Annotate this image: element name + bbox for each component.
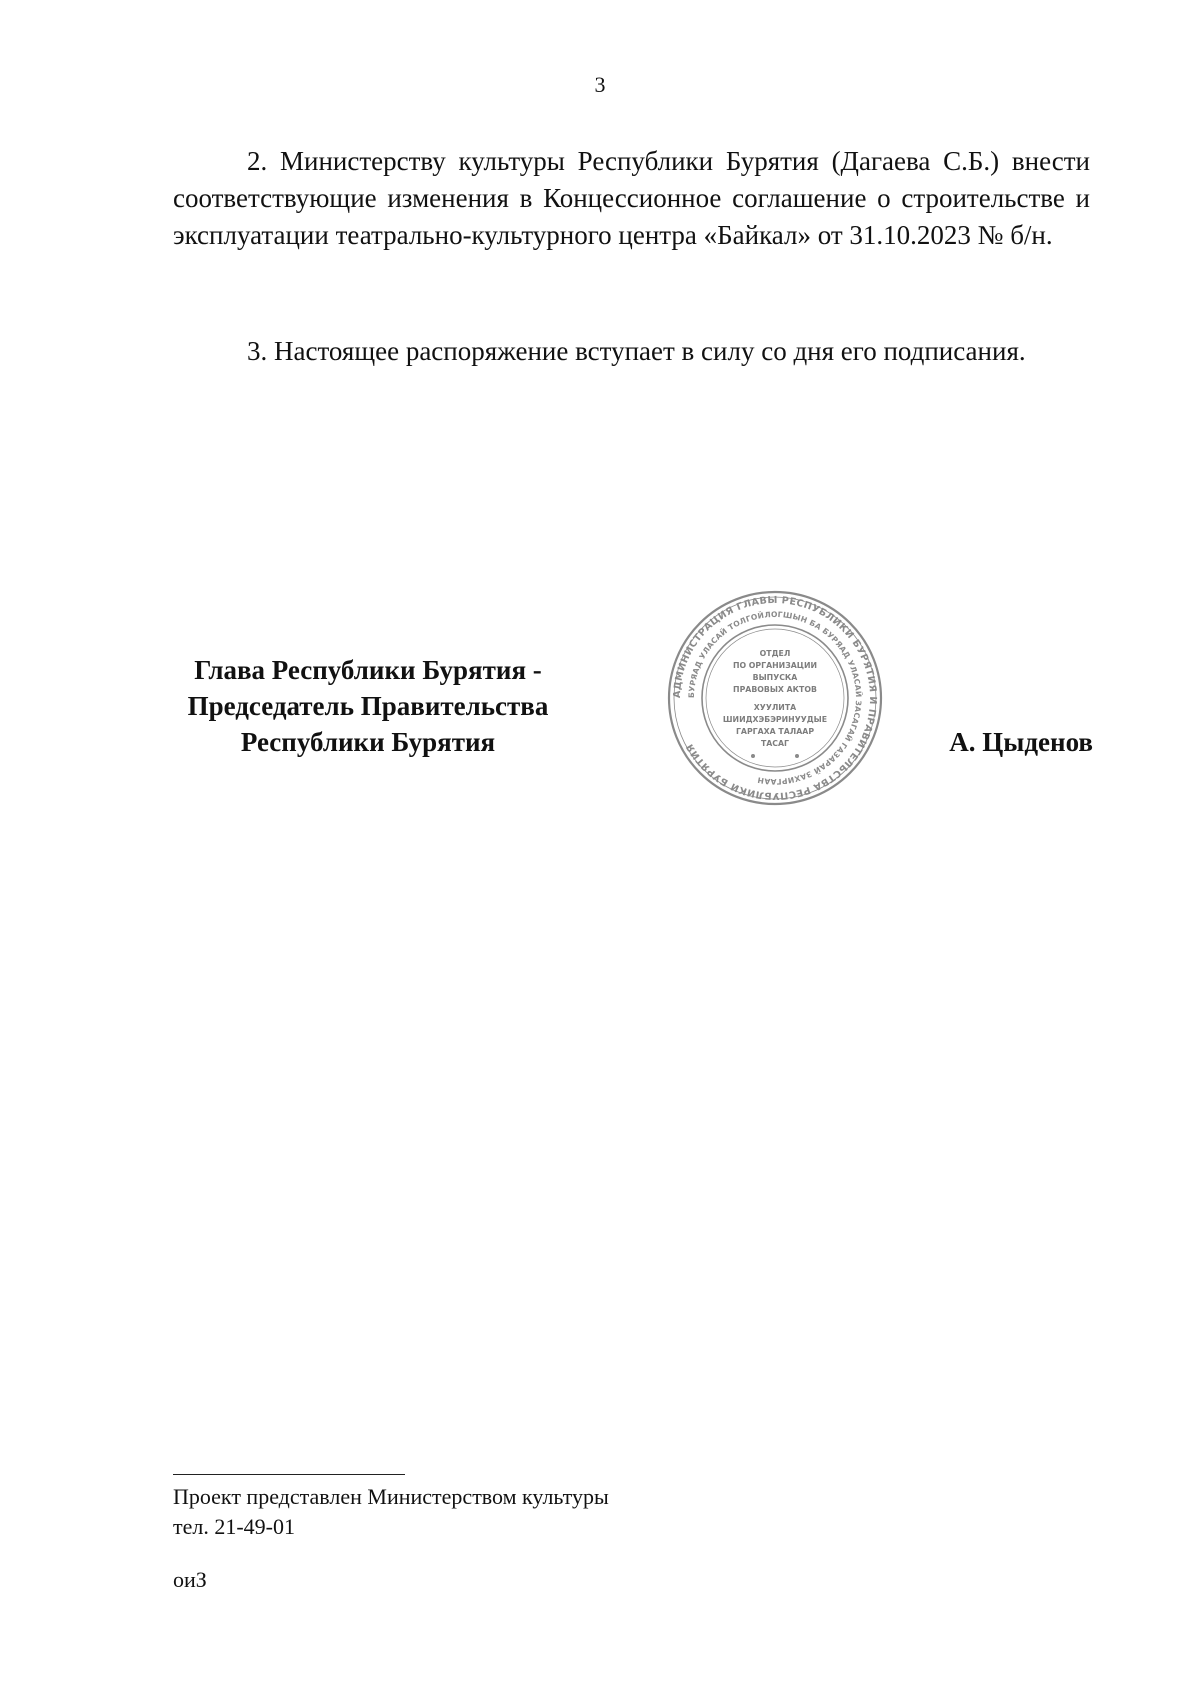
seal-inner-ring: [702, 625, 848, 771]
seal-star-dot-right: [795, 754, 799, 758]
seal-center-line-1: ОТДЕЛ: [759, 649, 791, 658]
seal-center-line-3: ВЫПУСКА: [752, 673, 798, 682]
signer-name: А. Цыденов: [949, 727, 1093, 757]
seal-center-line-2: ПО ОРГАНИЗАЦИИ: [732, 661, 818, 670]
footnote-divider: [173, 1474, 405, 1475]
seal-center-line-4: ПРАВОВЫХ АКТОВ: [733, 685, 817, 694]
footnote-line-1: Проект представлен Министерством культуры: [173, 1484, 609, 1509]
seal-center-line-6: ШИИДХЭБЭРИНУУДЫЕ: [722, 715, 828, 724]
seal-center-line-7: ГАРГАХА ТАЛААР: [735, 727, 815, 736]
seal-center-line-8: ТАСАГ: [760, 739, 790, 748]
signer-title: [173, 652, 563, 760]
document-code: оиЗ: [173, 1567, 207, 1592]
seal-outer-ring: [669, 592, 881, 804]
seal-inner-ring-text: БУРЯАД УЛАСАЙ ТОЛГОЙЛОГШЫН БА БУРЯАД УЛАСАЙ ЗАСАГАЙ ГАЗАРАЙ ЗАХИРГААН: [686, 609, 864, 787]
footnote: [173, 1482, 609, 1542]
paragraph-2: 2. Министерству культуры Республики Бурятия (Дагаева С.Б.) внести соответствующие изменения в Концессионное соглашение о строительстве и эксплуатации театрально-культурного центра «Байкал» от 31.10.2023 № б/н.: [173, 146, 1090, 250]
seal-outer-ring-text: АДМИНИСТРАЦИЯ ГЛАВЫ РЕСПУБЛИКИ БУРЯТИЯ И ПРАВИТЕЛЬСТВА РЕСПУБЛИКИ БУРЯТИЯ: [671, 594, 879, 802]
paragraph-3: 3. Настоящее распоряжение вступает в силу со дня его подписания.: [247, 336, 1026, 366]
signer-title-line-2: Председатель Правительства: [187, 691, 549, 721]
seal-center-line-5: ХУУЛИТА: [753, 703, 797, 712]
page-number: 3: [594, 72, 606, 97]
signer-title-line-1: Глава Республики Бурятия -: [194, 655, 542, 685]
official-seal: [665, 588, 885, 808]
seal-star-dot-left: [751, 754, 755, 758]
footnote-line-2: тел. 21-49-01: [173, 1514, 296, 1539]
signer-title-line-3: Республики Бурятия: [240, 727, 496, 757]
